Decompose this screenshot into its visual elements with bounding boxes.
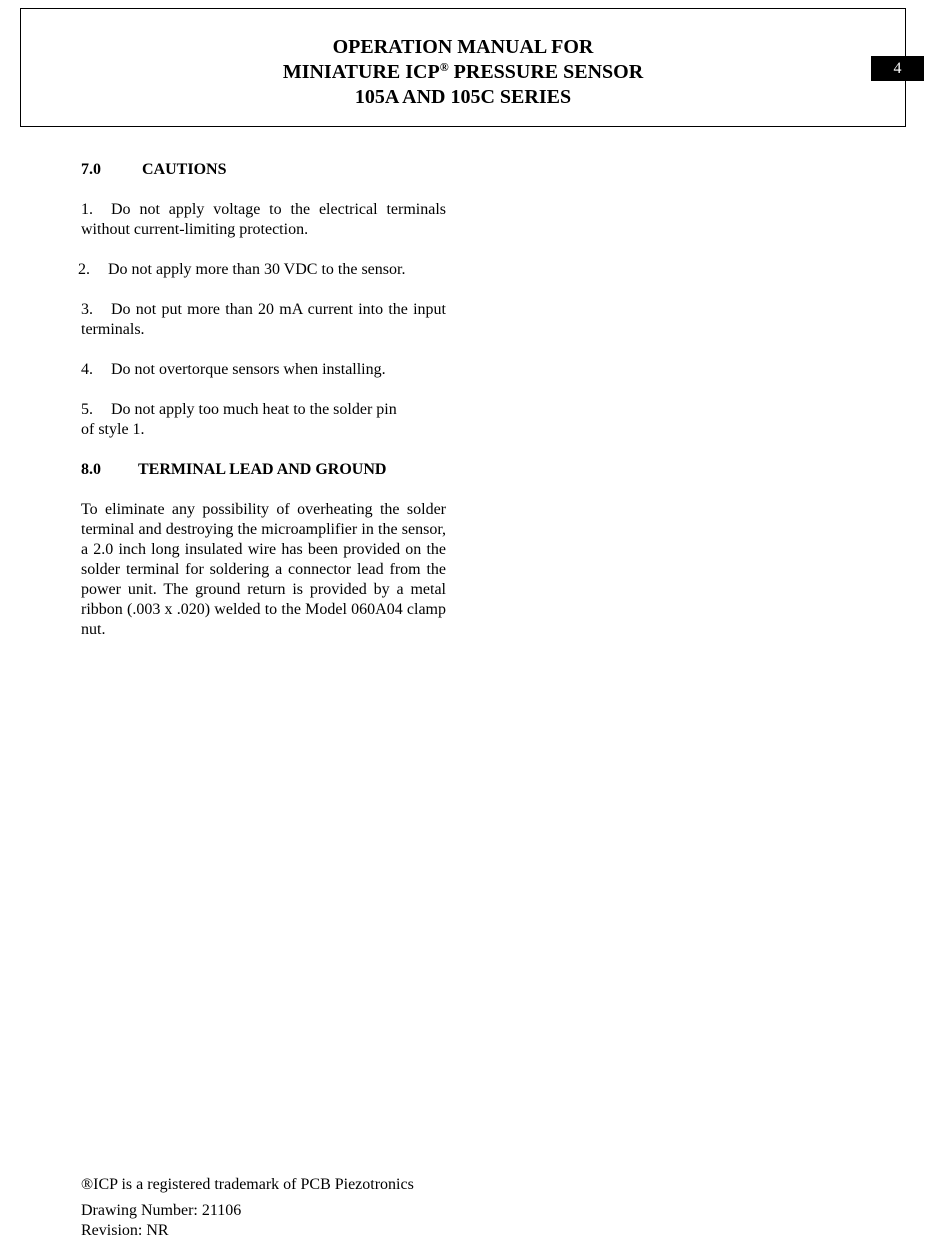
caution-number: 5. [81,401,93,418]
caution-item-3 [81,300,446,340]
caution-text: Do not put more than 20 mA current into the input terminals. [81,301,446,338]
caution-text: Do not apply voltage to the electrical terminals without current-limiting protection. [81,201,446,238]
title-line-2-pre: MINIATURE ICP [282,61,440,83]
title-line-2-post: PRESSURE SENSOR [448,61,644,83]
trademark-note: ®ICP is a registered trademark of PCB Piezotronics [81,1176,414,1193]
page-number-badge: 4 [871,56,924,81]
header-box [20,8,906,127]
section-8-paragraph: To eliminate any possibility of overheating the solder terminal and destroying the microamplifier in the sensor, a 2.0 inch long insulated wire has been provided on the solder terminal for soldering a connector lead from the power unit. The ground return is provided by a metal ribbon (.003 x .020) welded to the Model 060A04 clamp nut. [81,501,446,638]
caution-number: 2. [78,261,90,278]
section-7-number: 7.0 [81,161,101,178]
caution-text: Do not overtorque sensors when installing. [111,361,386,378]
title-line-1: OPERATION MANUAL FOR [332,36,594,58]
section-7-title: CAUTIONS [142,161,227,178]
registered-mark: ® [439,60,449,74]
document-title [21,35,905,110]
section-8-title: TERMINAL LEAD AND GROUND [138,461,387,478]
caution-number: 1. [81,201,93,218]
section-8-number: 8.0 [81,461,101,478]
section-7-heading [81,160,446,180]
caution-item-4 [81,360,446,380]
page-footer [81,1175,414,1241]
caution-item-5 [81,400,446,440]
caution-text-line-1: Do not apply too much heat to the solder pin [111,401,397,418]
section-8-heading [81,460,446,480]
title-line-2 [21,60,905,85]
caution-item-2 [78,260,446,280]
drawing-number: Drawing Number: 21106 [81,1202,242,1219]
caution-number: 3. [81,301,93,318]
caution-text: Do not apply more than 30 VDC to the sensor. [108,261,406,278]
caution-item-1 [81,200,446,240]
title-line-3: 105A AND 105C SERIES [354,86,572,108]
caution-text-line-2: of style 1. [81,421,145,438]
revision: Revision: NR [81,1222,169,1239]
main-content [78,160,446,640]
caution-number: 4. [81,361,93,378]
